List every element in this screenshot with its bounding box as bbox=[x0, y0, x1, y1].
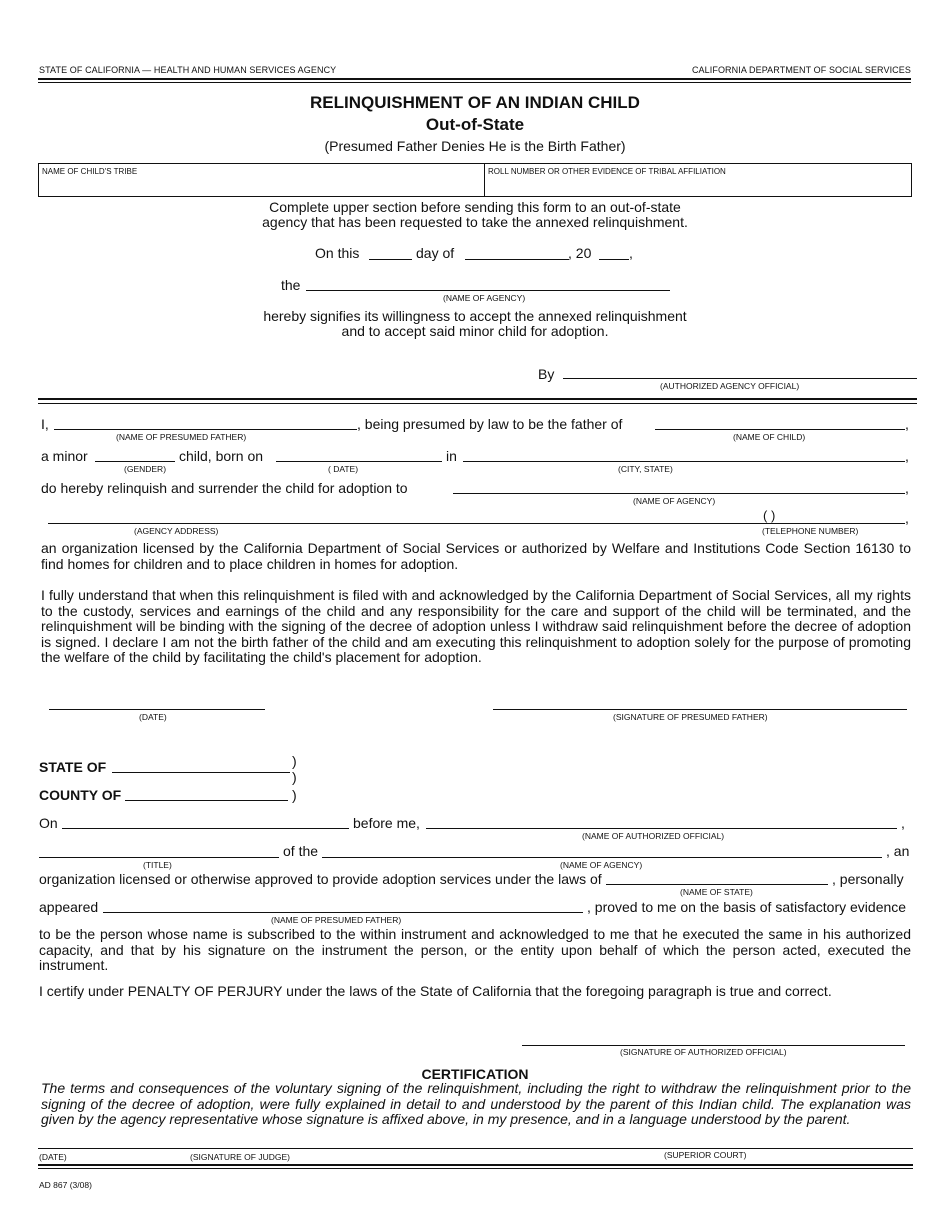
judge-signature-caption: (SIGNATURE OF JUDGE) bbox=[190, 1152, 290, 1162]
instruction-line-1: Complete upper section before sending this form to an out-of-state bbox=[269, 199, 681, 215]
notary-agency-field[interactable] bbox=[322, 857, 882, 858]
presumed-father-name-field[interactable] bbox=[54, 429, 357, 430]
day-of-label: day of bbox=[416, 245, 455, 261]
official-title-caption: (TITLE) bbox=[143, 860, 172, 870]
an-label: , an bbox=[886, 843, 910, 859]
notary-date-field[interactable] bbox=[62, 828, 349, 829]
the-label: the bbox=[281, 277, 301, 293]
notary-line-1-comma: , bbox=[901, 815, 905, 831]
state-name-field[interactable] bbox=[606, 884, 828, 885]
authorized-official-signature-line[interactable] bbox=[522, 1045, 905, 1046]
certification-text: The terms and consequences of the voluntary signing of the relinquishment, including the right to withdraw the relinquishment prior to the signing of the decree of adoption, were fully explained in detail to and understood by the parent of this Indian child. The explanation was given by the agency representative whose signature is affixed above, in my presence, and in a language understood by the parent. bbox=[41, 1080, 911, 1127]
relinquish-label: do hereby relinquish and surrender the child for adoption to bbox=[41, 480, 408, 496]
header-department: CALIFORNIA DEPARTMENT OF SOCIAL SERVICES bbox=[691, 65, 911, 75]
year-field[interactable] bbox=[599, 259, 629, 260]
authorized-official-signature-caption: (SIGNATURE OF AUTHORIZED OFFICIAL) bbox=[620, 1047, 787, 1057]
being-presumed-label: , being presumed by law to be the father of bbox=[357, 416, 623, 432]
agency-name-field[interactable] bbox=[306, 290, 670, 291]
proved-label: , proved to me on the basis of satisfactory evidence bbox=[587, 899, 907, 915]
year-prefix-label: , 20 bbox=[568, 245, 592, 261]
understanding-paragraph: I fully understand that when this relinquishment is filed with and acknowledged by the California Department of Social Services, all my rights to the custody, services and earnings of the child and any responsibility for the care and support of the child will be terminated, and the relinquishment will be binding with the signing of the decree of adoption unless I withdraw said relinquishment before the decree of adoption is signed. I declare I am not the birth father of the child and am executing this relinquishment to adoption solely for the purpose of promoting the welfare of the child by facilitating the child's placement for adoption. bbox=[41, 587, 911, 665]
of-the-label: of the bbox=[283, 843, 319, 859]
day-field[interactable] bbox=[369, 259, 412, 260]
on-this-label: On this bbox=[315, 245, 360, 261]
perjury-statement: I certify under PENALTY OF PERJURY under the laws of the State of California that the foregoing paragraph is true and correct. bbox=[39, 983, 832, 999]
presumed-father-signature-field[interactable] bbox=[493, 709, 907, 710]
county-of-label: COUNTY OF bbox=[39, 787, 122, 803]
month-field[interactable] bbox=[465, 259, 569, 260]
line-4-comma: , bbox=[905, 510, 909, 526]
gender-caption: (GENDER) bbox=[124, 464, 167, 474]
county-paren: ) bbox=[292, 787, 297, 803]
child-born-on-label: child, born on bbox=[179, 448, 264, 464]
phone-area-parens: ( ) bbox=[763, 508, 776, 523]
header-agency: STATE OF CALIFORNIA — HEALTH AND HUMAN SERVICES AGENCY bbox=[39, 65, 337, 75]
superior-court-caption: (SUPERIOR COURT) bbox=[664, 1150, 747, 1160]
header-rule-top bbox=[38, 78, 911, 80]
tribe-name-label: NAME OF CHILD'S TRIBE bbox=[42, 167, 138, 176]
authorized-official-caption: (AUTHORIZED AGENCY OFFICIAL) bbox=[660, 381, 800, 391]
appeared-label: appeared bbox=[39, 899, 99, 915]
middle-paren: ) bbox=[292, 769, 297, 785]
line-3-comma: , bbox=[905, 480, 909, 496]
authorized-official-name-field[interactable] bbox=[426, 828, 897, 829]
notary-agency-caption: (NAME OF AGENCY) bbox=[560, 860, 643, 870]
birth-date-caption: ( DATE) bbox=[328, 464, 359, 474]
year-comma: , bbox=[629, 245, 633, 261]
birth-city-state-field[interactable] bbox=[463, 461, 905, 462]
state-of-label: STATE OF bbox=[39, 759, 107, 775]
tribe-name-field[interactable] bbox=[38, 163, 485, 197]
state-paren: ) bbox=[292, 753, 297, 769]
in-label: in bbox=[446, 448, 457, 464]
judge-date-caption: (DATE) bbox=[39, 1152, 67, 1162]
telephone-caption: (TELEPHONE NUMBER) bbox=[762, 526, 859, 536]
gender-field[interactable] bbox=[95, 461, 175, 462]
birth-date-field[interactable] bbox=[276, 461, 442, 462]
licensed-label: organization licensed or otherwise approved to provide adoption services under the laws of bbox=[39, 871, 602, 887]
header-rule-bottom bbox=[38, 82, 911, 83]
relinquish-agency-caption: (NAME OF AGENCY) bbox=[633, 496, 716, 506]
father-sign-date-field[interactable] bbox=[49, 709, 265, 710]
line-1-comma: , bbox=[905, 416, 909, 432]
notary-paragraph: to be the person whose name is subscribed to the within instrument and acknowledged to me that he executed the same in his authorized capacity, and that by his signature on the instrument the person, or the entity upon behalf of which the person acted, executed the instrument. bbox=[39, 926, 911, 973]
city-state-caption: (CITY, STATE) bbox=[618, 464, 673, 474]
line-2-comma: , bbox=[905, 448, 909, 464]
state-of-field[interactable] bbox=[112, 772, 290, 773]
tribal-affiliation-label: ROLL NUMBER OR OTHER EVIDENCE OF TRIBAL AFFILIATION bbox=[488, 167, 726, 176]
footer-rule-bottom bbox=[38, 1168, 913, 1169]
section-rule-bottom bbox=[38, 403, 917, 404]
appeared-father-caption: (NAME OF PRESUMED FATHER) bbox=[271, 915, 402, 925]
form-subtitle: Out-of-State bbox=[425, 115, 525, 134]
relinquish-agency-field[interactable] bbox=[453, 493, 905, 494]
willingness-line-1: hereby signifies its willingness to accept the annexed relinquishment bbox=[263, 308, 687, 324]
county-of-field[interactable] bbox=[125, 800, 288, 801]
authorized-official-name-caption: (NAME OF AUTHORIZED OFFICIAL) bbox=[582, 831, 725, 841]
before-me-label: before me, bbox=[353, 815, 420, 831]
i-label: I, bbox=[41, 416, 49, 432]
agency-address-field[interactable] bbox=[48, 523, 756, 524]
instruction-line-2: agency that has been requested to take the annexed relinquishment. bbox=[262, 214, 688, 230]
personally-label: , personally bbox=[832, 871, 904, 887]
section-rule-top bbox=[38, 398, 917, 400]
form-title: RELINQUISHMENT OF AN INDIAN CHILD bbox=[310, 93, 640, 112]
father-sign-date-caption: (DATE) bbox=[139, 712, 167, 722]
form-subtitle-paren: (Presumed Father Denies He is the Birth Father) bbox=[324, 138, 626, 154]
official-title-field[interactable] bbox=[39, 857, 279, 858]
tribal-affiliation-field[interactable] bbox=[484, 163, 912, 197]
authorized-official-signature-field[interactable] bbox=[563, 378, 917, 379]
presumed-father-caption: (NAME OF PRESUMED FATHER) bbox=[116, 432, 247, 442]
child-name-caption: (NAME OF CHILD) bbox=[733, 432, 806, 442]
telephone-field[interactable] bbox=[756, 523, 905, 524]
footer-rule-top bbox=[38, 1164, 913, 1166]
presumed-father-signature-caption: (SIGNATURE OF PRESUMED FATHER) bbox=[613, 712, 768, 722]
organization-paragraph: an organization licensed by the California Department of Social Services or authorized by Welfare and Institutions Code Section 16130 to find homes for children and to place children in homes for adoption. bbox=[41, 540, 911, 572]
judge-rule bbox=[38, 1148, 913, 1149]
appeared-father-name-field[interactable] bbox=[103, 912, 583, 913]
certification-heading: CERTIFICATION bbox=[421, 1066, 529, 1082]
agency-address-caption: (AGENCY ADDRESS) bbox=[134, 526, 219, 536]
agency-name-caption: (NAME OF AGENCY) bbox=[443, 293, 526, 303]
willingness-line-2: and to accept said minor child for adoption. bbox=[341, 323, 609, 339]
child-name-field[interactable] bbox=[655, 429, 905, 430]
form-id: AD 867 (3/08) bbox=[39, 1180, 92, 1190]
a-minor-label: a minor bbox=[41, 448, 88, 464]
by-label: By bbox=[538, 366, 555, 382]
on-label: On bbox=[39, 815, 58, 831]
state-name-caption: (NAME OF STATE) bbox=[680, 887, 753, 897]
